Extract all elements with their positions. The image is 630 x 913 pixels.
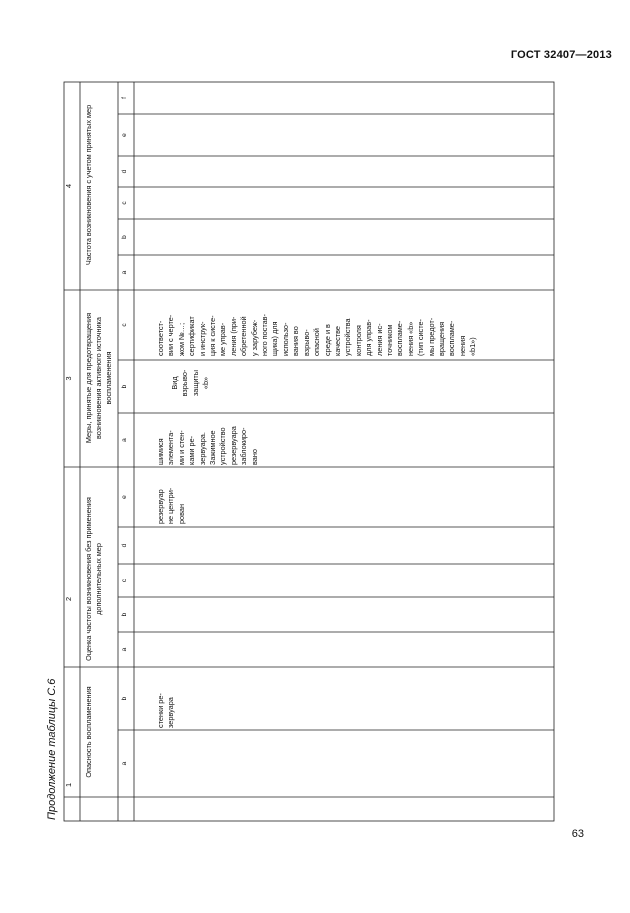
sub-2d: d <box>121 543 128 548</box>
sub-4b: b <box>121 235 128 239</box>
sub-2e: e <box>121 495 128 499</box>
sub-1a: a <box>121 761 128 766</box>
col-2-number: 2 <box>64 596 73 602</box>
col-1-number: 1 <box>64 782 73 788</box>
cell-3c-text: соответст- вии с черте- жом №…; сертификат и инструк- ция к систе- ме управ- ления (при- обретенной у зарубеж- ного постав- щика) для использо- вания во взрыво- опасной среде и в качестве устройства контроля для управ- ления ис- точником воспламе- нения «b» (тип систе- мы предот- вращения воспламе- нения «b1») <box>156 314 478 356</box>
sub-1b: b <box>121 696 128 701</box>
standard-header: ГОСТ 32407—2013 <box>510 49 612 61</box>
col-4-title: Частота возникновения с учетом принятых мер <box>84 104 93 266</box>
cell-1b-text: стенки ре- зервуара <box>156 693 176 728</box>
cell-3a-text: шимися элемента- ми и стен- ками ре- зервуара. Зажимное устройство резервуара заблокиро- вано <box>156 426 259 465</box>
sub-2b: b <box>121 612 128 617</box>
col-3-title: Меры, принятые для предотвращения возникновения активного источника воспламенения <box>84 312 113 444</box>
sub-2c: c <box>121 578 128 583</box>
sub-2a: a <box>121 647 128 652</box>
sub-3c: c <box>121 323 128 327</box>
sub-4c: c <box>121 201 128 205</box>
sub-4f: f <box>121 97 128 99</box>
sub-3b: b <box>121 384 128 389</box>
col-3-number: 3 <box>64 376 73 381</box>
sub-4e: e <box>121 133 128 137</box>
col-2-title: Оценка частоты возникновения без применения дополнительных мер <box>84 497 103 661</box>
cell-2e-text: резервуар не центри- рован <box>156 487 186 524</box>
sub-3a: a <box>121 438 128 442</box>
sub-4d: d <box>121 169 128 174</box>
col-4-number: 4 <box>64 183 73 189</box>
table-caption: Продолжение таблицы С.6 <box>46 678 58 820</box>
page-number: 63 <box>571 828 584 840</box>
sub-4a: a <box>121 270 128 275</box>
col-1-title: Опасность воспламенения <box>84 686 93 778</box>
cell-3b-text: Вид взрыво- защиты «b» <box>170 369 211 397</box>
